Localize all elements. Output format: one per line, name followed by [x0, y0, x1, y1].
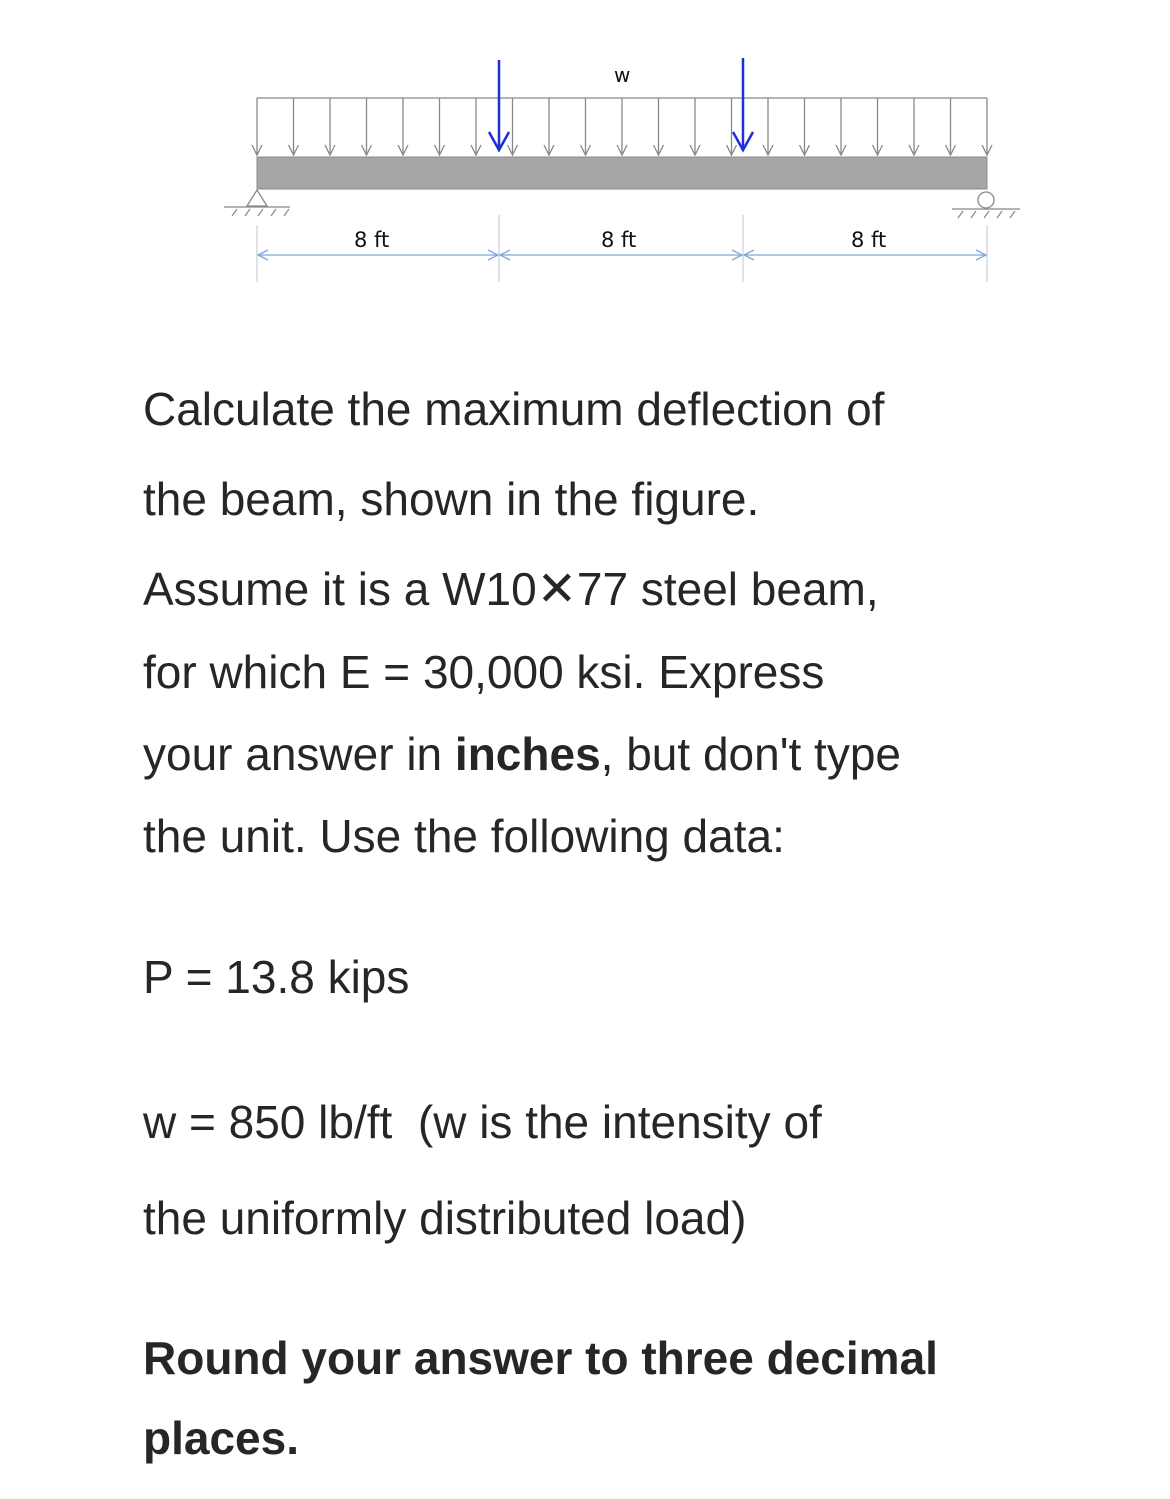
udl-arrow	[873, 98, 883, 155]
udl-arrow	[836, 98, 846, 155]
udl-arrow	[435, 98, 445, 155]
udl-arrow	[471, 98, 481, 155]
question-line-6: the unit. Use the following data:	[143, 810, 785, 862]
load-label-w: w	[614, 63, 631, 87]
beam-designation-a: Assume it is a W10	[143, 563, 537, 615]
data-p: P = 13.8 kips	[143, 951, 410, 1003]
question-text	[143, 368, 1143, 877]
pin-support	[224, 190, 290, 216]
udl-arrow	[654, 98, 664, 155]
beam-figure	[0, 0, 1170, 300]
udl-arrow	[946, 98, 956, 155]
data-w-line-2: the uniformly distributed load)	[143, 1192, 747, 1244]
data-w-line-1: w = 850 lb/ft (w is the intensity of	[143, 1096, 822, 1148]
question-line-2: the beam, shown in the figure.	[143, 473, 760, 525]
roller-support	[952, 192, 1020, 218]
udl-arrow	[544, 98, 554, 155]
beam	[257, 157, 987, 189]
udl-arrow	[362, 98, 372, 155]
udl-arrow	[909, 98, 919, 155]
distributed-load-arrows	[252, 98, 992, 155]
udl-arrow	[325, 98, 335, 155]
span-label-3: 8 ft	[851, 228, 887, 252]
udl-arrow	[763, 98, 773, 155]
answer-unit: inches	[454, 728, 601, 780]
udl-arrow	[508, 98, 518, 155]
udl-arrow	[581, 98, 591, 155]
udl-arrow	[289, 98, 299, 155]
beam-designation-b: 77 steel beam,	[576, 563, 879, 615]
point-load-right	[733, 58, 753, 150]
question-line-1: Calculate the maximum deflection of	[143, 383, 885, 435]
udl-arrow	[617, 98, 627, 155]
rounding-line-2: places.	[143, 1412, 299, 1464]
udl-arrow	[690, 98, 700, 155]
point-load-left	[489, 60, 509, 150]
udl-arrow	[398, 98, 408, 155]
times-icon: ✕	[536, 563, 577, 616]
span-label-1: 8 ft	[354, 228, 390, 252]
rounding-instruction	[143, 1318, 1143, 1478]
data-w	[143, 1074, 1143, 1266]
answer-unit-suffix: , but don't type	[600, 728, 901, 780]
answer-unit-prefix: your answer in	[143, 728, 455, 780]
question-line-5	[143, 713, 1143, 795]
span-label-2: 8 ft	[601, 228, 637, 252]
udl-arrow	[252, 98, 262, 155]
udl-arrow	[982, 98, 992, 155]
question-line-4: for which E = 30,000 ksi. Express	[143, 646, 825, 698]
question-line-3	[143, 548, 1143, 631]
rounding-line-1: Round your answer to three decimal	[143, 1332, 938, 1384]
udl-arrow	[727, 98, 737, 155]
udl-arrow	[800, 98, 810, 155]
